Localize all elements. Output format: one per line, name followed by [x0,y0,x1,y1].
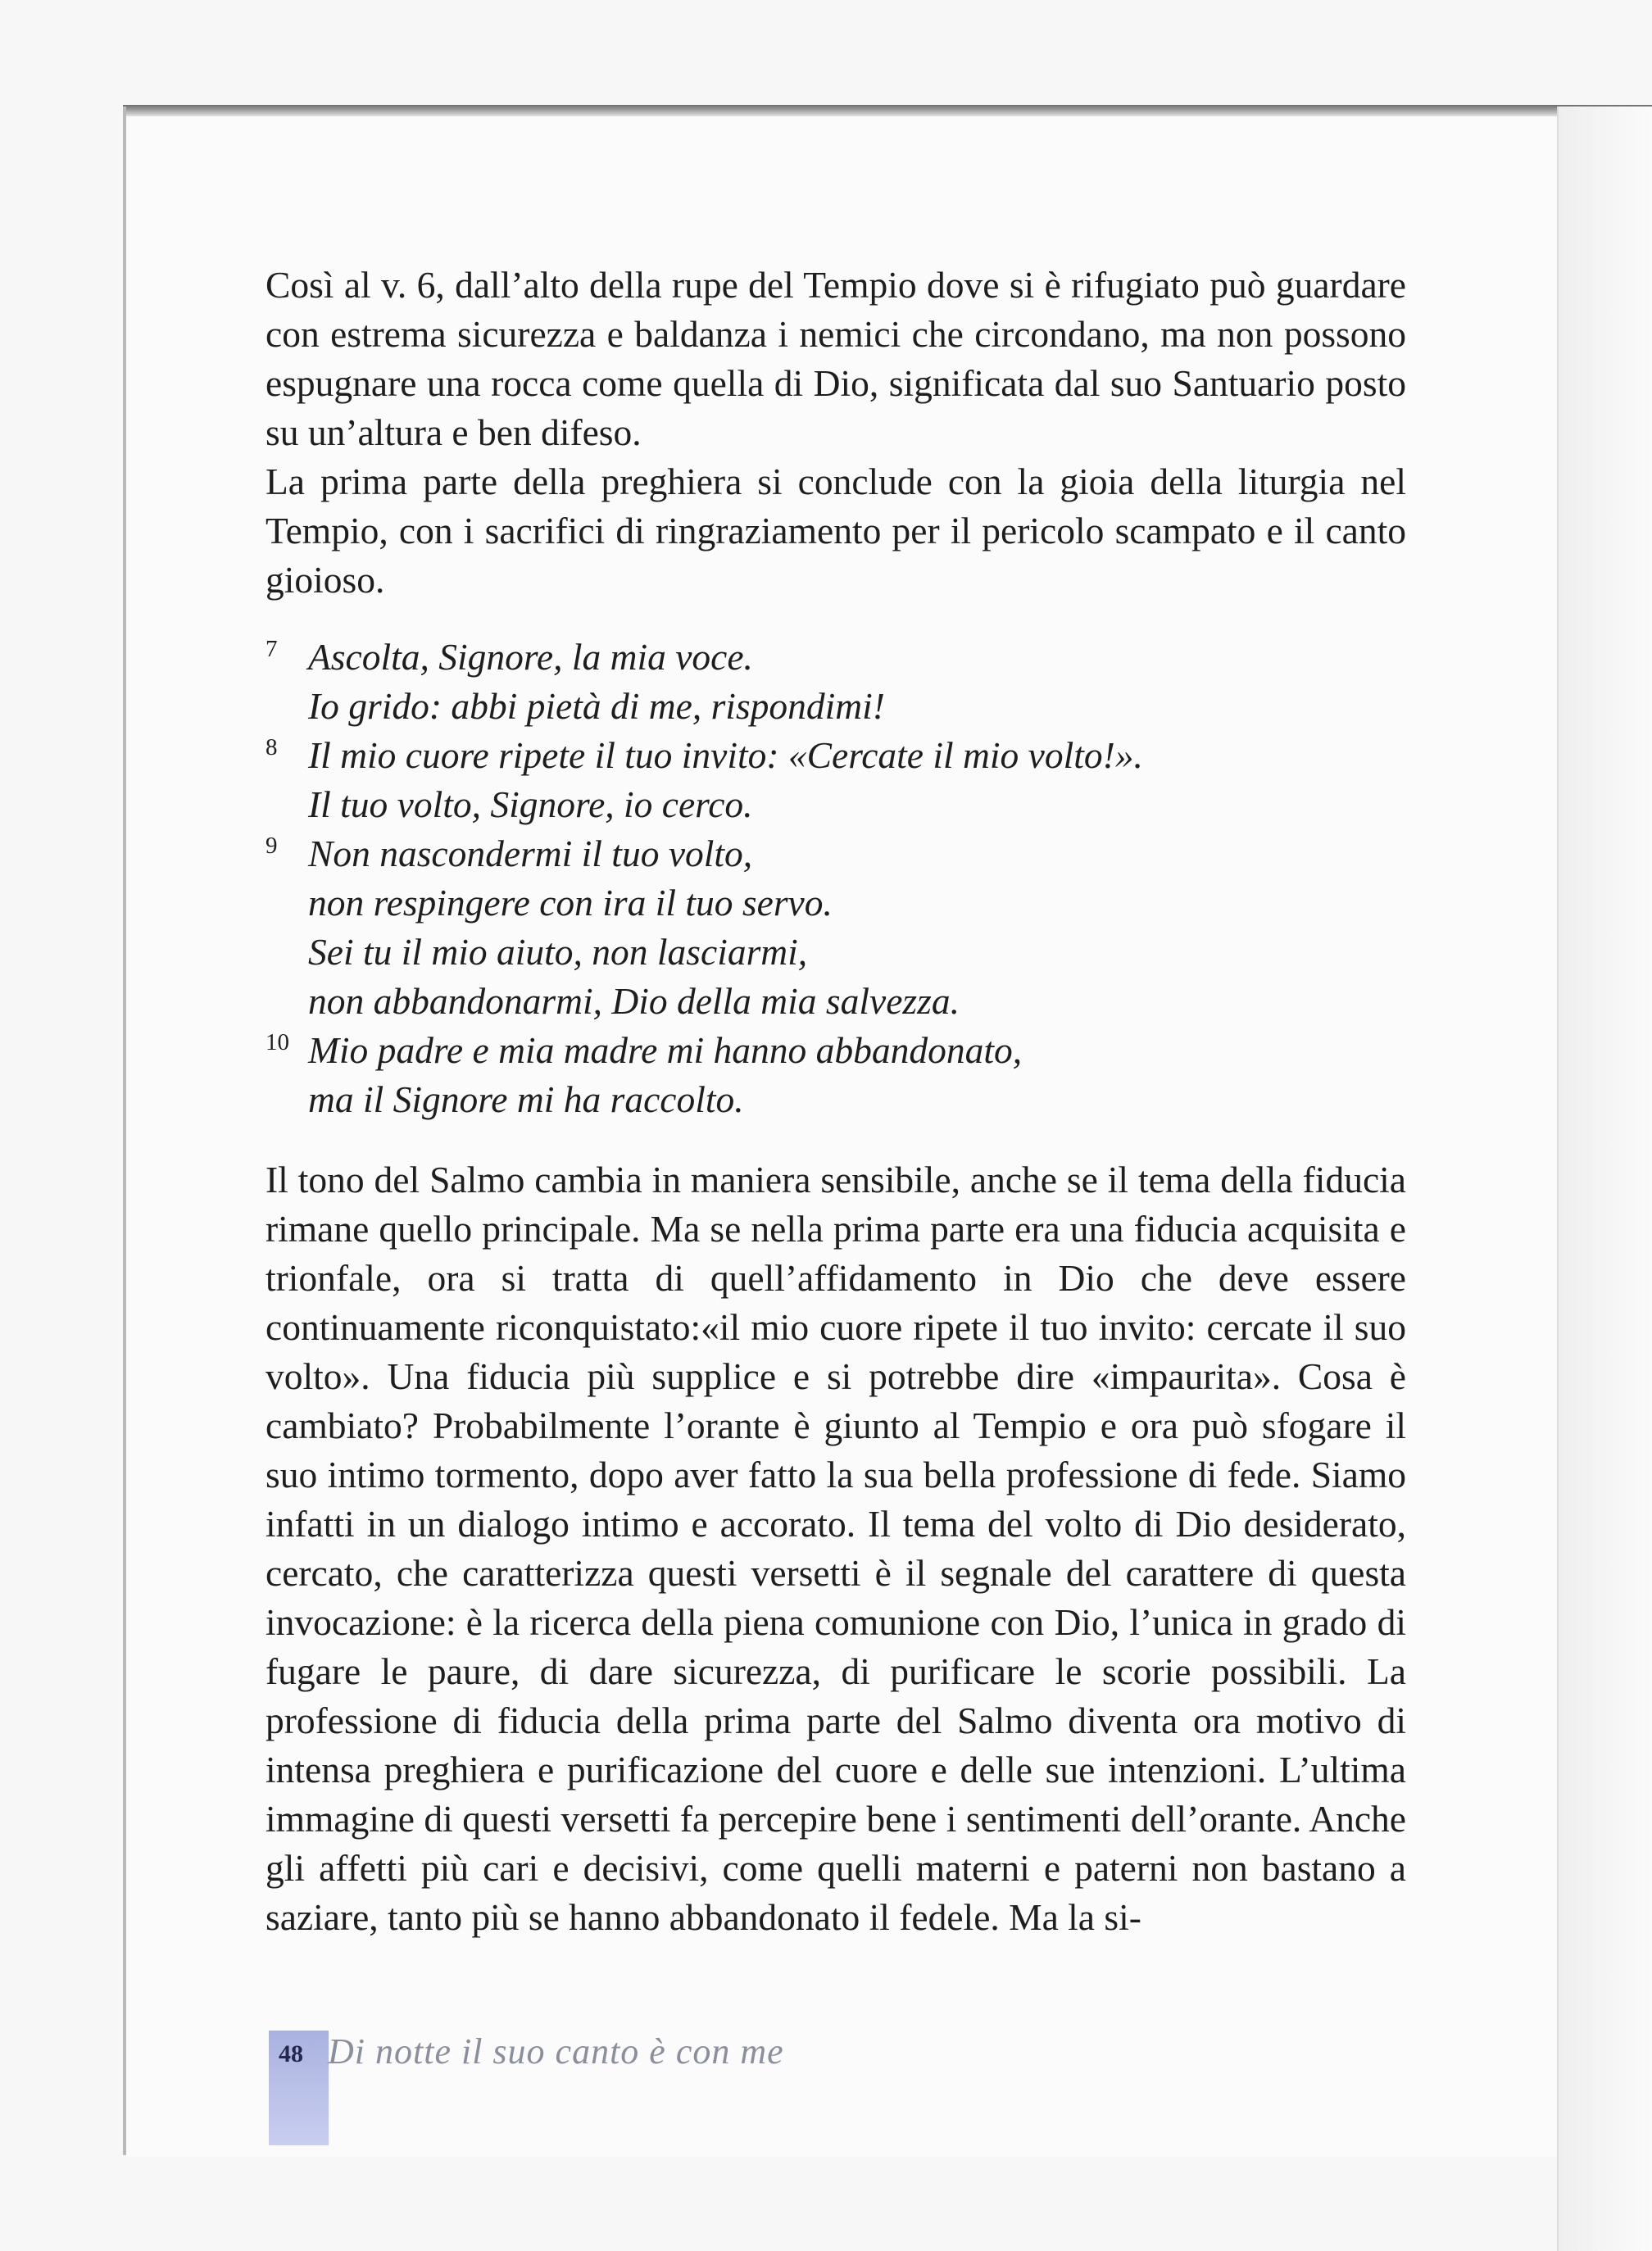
verse-line [266,731,1406,780]
verse-text: Sei tu il mio aiuto, non lasciarmi, [308,931,808,973]
verse-number: 7 [266,636,278,662]
verse-line [266,878,1406,928]
verse-line [266,1075,1406,1124]
scan-top-edge [123,105,1652,116]
verse-text: Il mio cuore ripete il tuo invito: «Cercate il mio volto!». [308,734,1143,776]
verse-line [266,829,1406,878]
body-text [266,261,1406,1942]
verse-line [266,977,1406,1026]
paragraph-commentary: Il tono del Salmo cambia in maniera sensibile, anche se il tema della fiducia rimane quello principale. Ma se nella prima parte era una fiducia acquisita e trionfale, ora si tratta di quell’affidamento in Dio che deve essere continuamente riconquistato:«il mio cuore ripete il tuo invito: cercate il suo volto». Una fiducia più supplice e si potrebbe dire «impaurita». Cosa è cambiato? Probabilmente l’orante è giunto al Tempio e ora può sfogare il suo intimo tormento, dopo aver fatto la sua bella professione di fede. Siamo infatti in un dialogo intimo e accorato. Il tema del volto di Dio desiderato, cercato, che caratterizza questi versetti è il segnale del carattere di questa invocazione: è la ricerca della piena comunione con Dio, l’unica in grado di fugare le paure, di dare sicurezza, di purificare le scorie possibili. La professione di fiducia della prima parte del Salmo diventa ora motivo di intensa preghiera e purificazione del cuore e delle sue intenzioni. L’ultima immagine di questi versetti fa percepire bene i sentimenti dell’orante. Anche gli affetti più cari e decisivi, come quelli materni e paterni non bastano a saziare, tanto più se hanno abbandonato il fedele. Ma la si- [266,1159,1406,1938]
paragraph-first-part-conclusion: La prima parte della preghiera si conclude con la gioia della liturgia nel Tempio, con i sacrifici di ringraziamento per il pericolo scampato e il canto gioioso. [266,461,1406,601]
verse-text: non respingere con ira il tuo servo. [308,882,833,924]
verse-text: Io grido: abbi pietà di me, rispondimi! [308,685,885,727]
verse-line [266,928,1406,977]
scan-right-margin [1557,107,1652,2251]
running-title: Di notte il suo canto è con me [328,2031,784,2072]
psalm-verses [266,633,1406,1124]
verse-line [266,780,1406,829]
verse-number: 9 [266,833,278,859]
verse-text: ma il Signore mi ha raccolto. [308,1078,744,1120]
verse-line [266,633,1406,682]
verse-text: Non nascondermi il tuo volto, [308,833,753,874]
verse-line [266,1026,1406,1075]
verse-text: non abbandonarmi, Dio della mia salvezza. [308,980,960,1022]
verse-line [266,682,1406,731]
verse-text: Il tuo volto, Signore, io cerco. [308,783,753,825]
verse-text: Mio padre e mia madre mi hanno abbandonato, [308,1029,1023,1071]
verse-number: 8 [266,734,278,760]
verse-text: Ascolta, Signore, la mia voce. [308,636,753,678]
paragraph-intro: Così al v. 6, dall’alto della rupe del Tempio dove si è rifugiato può guardare con estrema sicurezza e baldanza i nemici che circondano, ma non possono espugnare una rocca come quella di Dio, significata dal suo Santuario posto su un’altura e ben difeso. [266,264,1406,453]
page-number: 48 [279,2040,303,2067]
verse-number: 10 [266,1029,289,1055]
